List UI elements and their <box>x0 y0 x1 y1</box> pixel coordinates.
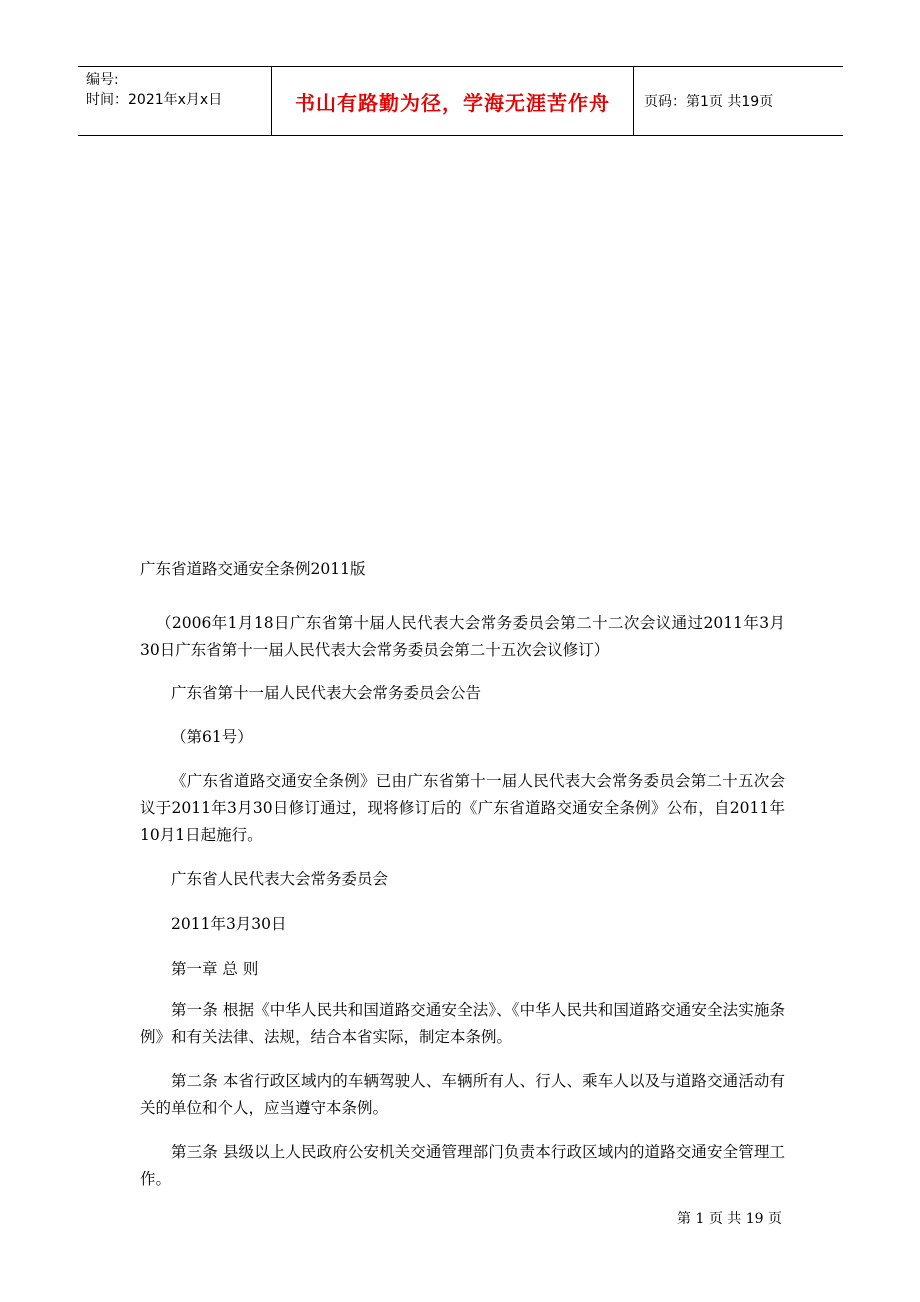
chapter-heading: 第一章 总 则 <box>171 960 259 978</box>
document-title: 广东省道路交通安全条例2011版 <box>140 560 366 578</box>
number-label: 编号: <box>86 72 119 88</box>
adoption-note: （2006年1月18日广东省第十届人民代表大会常务委员会第二十二次会议通过2011年3月30日广东省第十一届人民代表大会常务委员会第二十五次会议修订） <box>140 614 785 659</box>
document-header <box>78 66 843 136</box>
time-label: 时间：2021年x月x日 <box>86 92 223 108</box>
page-footer: 第 1 页 共 19 页 <box>677 1211 782 1227</box>
issue-date: 2011年3月30日 <box>171 915 287 933</box>
header-motto: 书山有路勤为径，学海无涯苦作舟 <box>272 67 634 135</box>
article-2: 第二条 本省行政区域内的车辆驾驶人、车辆所有人、行人、乘车人以及与道路交通活动有关的单位和个人，应当遵守本条例。 <box>140 1072 785 1117</box>
header-page-label: 页码：第1页 共19页 <box>644 94 774 110</box>
announcement-heading: 广东省第十一届人民代表大会常务委员会公告 <box>171 684 482 702</box>
issuer: 广东省人民代表大会常务委员会 <box>171 870 389 888</box>
article-1: 第一条 根据《中华人民共和国道路交通安全法》、《中华人民共和国道路交通安全法实施条例》和有关法律、法规，结合本省实际，制定本条例。 <box>140 1001 785 1046</box>
header-meta <box>78 67 272 135</box>
article-3: 第三条 县级以上人民政府公安机关交通管理部门负责本行政区域内的道路交通安全管理工作。 <box>140 1143 785 1188</box>
announcement-body: 《广东省道路交通安全条例》已由广东省第十一届人民代表大会常务委员会第二十五次会议于2011年3月30日修订通过，现将修订后的《广东省道路交通安全条例》公布，自2011年10月1日起施行。 <box>140 772 785 844</box>
announcement-number: （第61号） <box>171 728 253 746</box>
